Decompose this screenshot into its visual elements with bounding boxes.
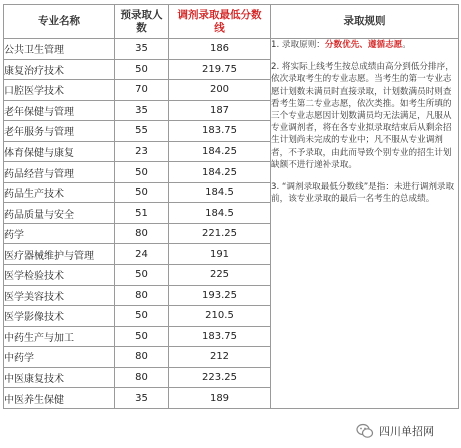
min-score: 212 — [169, 347, 271, 368]
major-name: 中医养生保健 — [4, 388, 115, 409]
min-score: 183.75 — [169, 121, 271, 142]
major-name: 药品生产技术 — [4, 182, 115, 203]
plan-count: 80 — [115, 347, 169, 368]
min-score: 184.5 — [169, 203, 271, 224]
plan-count: 50 — [115, 162, 169, 183]
plan-count: 50 — [115, 265, 169, 286]
plan-count: 35 — [115, 39, 169, 60]
plan-count: 70 — [115, 80, 169, 101]
plan-count: 50 — [115, 59, 169, 80]
major-name: 老年服务与管理 — [4, 121, 115, 142]
min-score: 223.25 — [169, 367, 271, 388]
admission-table — [3, 4, 459, 409]
major-name: 公共卫生管理 — [4, 39, 115, 60]
min-score: 184.25 — [169, 141, 271, 162]
plan-count: 35 — [115, 100, 169, 121]
min-score-header: 调剂录取最低分数 线 — [169, 5, 271, 39]
watermark-text: 四川单招网 — [379, 425, 434, 438]
wechat-logo-icon — [356, 422, 374, 440]
major-name: 医学美容技术 — [4, 285, 115, 306]
major-name: 中药学 — [4, 347, 115, 368]
min-score: 189 — [169, 388, 271, 409]
min-score: 184.25 — [169, 162, 271, 183]
min-score: 219.75 — [169, 59, 271, 80]
rule-1-highlight: 分数优先、遵循志愿 — [324, 40, 403, 50]
min-score: 210.5 — [169, 306, 271, 327]
min-score: 200 — [169, 80, 271, 101]
min-score: 184.5 — [169, 182, 271, 203]
major-name: 药品经营与管理 — [4, 162, 115, 183]
major-name: 医疗器械维护与管理 — [4, 244, 115, 265]
major-name: 医学检验技术 — [4, 265, 115, 286]
plan-count: 50 — [115, 306, 169, 327]
rule-3: 3. “调剂录取最低分数线”是指：未进行调剂录取前，该专业录取的最后一名考生的总成绩。 — [271, 182, 455, 205]
min-score: 186 — [169, 39, 271, 60]
major-header: 专业名称 — [4, 5, 115, 39]
plan-count: 51 — [115, 203, 169, 224]
min-score: 191 — [169, 244, 271, 265]
rule-1-suffix: 。 — [402, 40, 411, 50]
table-row — [4, 39, 459, 60]
min-score: 225 — [169, 265, 271, 286]
major-name: 中药生产与加工 — [4, 326, 115, 347]
plan-count: 80 — [115, 285, 169, 306]
plan-count: 35 — [115, 388, 169, 409]
plan-count: 80 — [115, 367, 169, 388]
min-score: 193.25 — [169, 285, 271, 306]
major-name: 药品质量与安全 — [4, 203, 115, 224]
plan-count: 24 — [115, 244, 169, 265]
min-score: 183.75 — [169, 326, 271, 347]
plan-count: 50 — [115, 182, 169, 203]
min-score: 187 — [169, 100, 271, 121]
min-score: 221.25 — [169, 223, 271, 244]
major-name: 康复治疗技术 — [4, 59, 115, 80]
major-name: 中医康复技术 — [4, 367, 115, 388]
rules-header: 录取规则 — [271, 5, 459, 39]
rules-cell — [271, 39, 459, 409]
rule-2: 2. 将实际上线考生按总成绩由高分到低分排序，依次录取考生的专业志愿。当考生的第一专业志愿计划数未满员时直接录取，计划数满员时则查看考生第二专业志愿，依次类推。如考生所填的三个专业志愿因计划数满员均无法满足，凡服从专业调剂者，将在各专业拟录取结束后从剩余招生计划尚未完成的专业中；凡不服从专业调剂者，不予录取，由此而导致个别专业的招生计划缺额不进行递补录取。 — [271, 62, 454, 170]
plan-count-header: 预录取人 数 — [115, 5, 169, 39]
major-name: 口腔医学技术 — [4, 80, 115, 101]
major-name: 医学影像技术 — [4, 306, 115, 327]
plan-count: 55 — [115, 121, 169, 142]
rule-1-prefix: 1. 录取原则： — [271, 40, 325, 50]
rule-1 — [271, 39, 458, 51]
plan-count: 23 — [115, 141, 169, 162]
major-name: 体育保健与康复 — [4, 141, 115, 162]
header-row — [4, 5, 459, 39]
plan-count: 50 — [115, 326, 169, 347]
watermark — [356, 419, 458, 443]
major-name: 老年保健与管理 — [4, 100, 115, 121]
major-name: 药学 — [4, 223, 115, 244]
plan-count: 80 — [115, 223, 169, 244]
